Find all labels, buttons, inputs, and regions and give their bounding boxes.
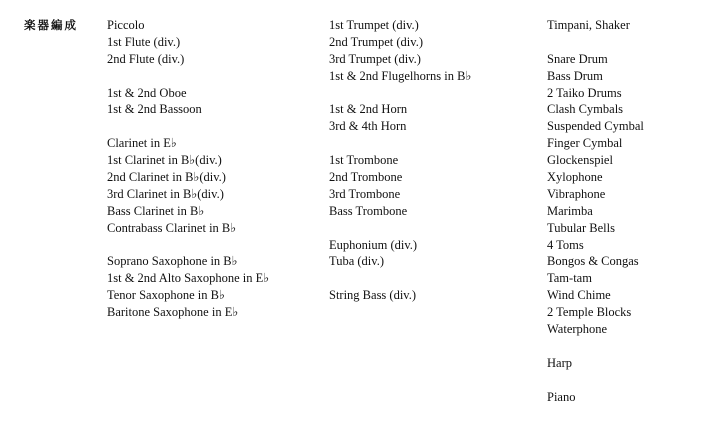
instrument-item: Tuba (div.) xyxy=(329,254,384,269)
instrument-item: Clarinet in E♭ xyxy=(107,136,177,151)
blank-line xyxy=(107,68,269,85)
instrument-item: 2 Taiko Drums xyxy=(547,85,622,100)
instrument-item: Suspended Cymbal xyxy=(547,119,644,134)
blank-line xyxy=(547,372,644,389)
instrument-item: 4 Toms xyxy=(547,237,584,252)
blank-line xyxy=(329,220,471,237)
instrument-column-brass xyxy=(329,17,471,304)
instrument-item: 1st & 2nd Flugelhorns in B♭ xyxy=(329,68,472,83)
instrument-item: Bass Drum xyxy=(547,68,603,83)
instrument-item: 1st Flute (div.) xyxy=(107,34,181,49)
instrument-item: Soprano Saxophone in B♭ xyxy=(107,254,238,269)
instrument-item: Finger Cymbal xyxy=(547,136,623,151)
instrument-item: Wind Chime xyxy=(547,288,611,303)
instrument-item: 3rd Trumpet (div.) xyxy=(329,51,421,66)
instrument-item: 1st Trumpet (div.) xyxy=(329,18,419,32)
instrument-item: 2nd Trombone xyxy=(329,170,403,185)
instrument-item: Bass Trombone xyxy=(329,203,408,218)
instrument-item: 1st & 2nd Oboe xyxy=(107,85,187,100)
blank-line xyxy=(107,118,269,135)
instrument-item: 1st Clarinet in B♭(div.) xyxy=(107,153,222,168)
instrument-item: Piano xyxy=(547,389,576,404)
instrument-item: 1st & 2nd Alto Saxophone in E♭ xyxy=(107,271,270,286)
instrument-item: 1st & 2nd Horn xyxy=(329,102,408,117)
blank-line xyxy=(547,34,644,51)
instrument-item: Marimba xyxy=(547,203,593,218)
blank-line xyxy=(107,237,269,254)
instrument-item: Glockenspiel xyxy=(547,153,613,168)
instrument-item: 3rd & 4th Horn xyxy=(329,119,407,134)
instrument-item: Snare Drum xyxy=(547,51,608,66)
instrument-item: Xylophone xyxy=(547,170,603,185)
instrument-column-woodwinds xyxy=(107,17,269,321)
blank-line xyxy=(329,270,471,287)
instrument-column-percussion xyxy=(547,17,644,405)
instrument-item: Tam-tam xyxy=(547,271,592,286)
instrument-item: 2nd Trumpet (div.) xyxy=(329,34,423,49)
instrument-item: Clash Cymbals xyxy=(547,102,624,117)
instrument-item: Bass Clarinet in B♭ xyxy=(107,203,205,218)
instrument-item: 1st & 2nd Bassoon xyxy=(107,102,202,117)
instrument-item: Vibraphone xyxy=(547,186,606,201)
blank-line xyxy=(329,135,471,152)
instrument-item: 2 Temple Blocks xyxy=(547,305,632,320)
instrument-item: Harp xyxy=(547,355,572,370)
instrument-item: Tubular Bells xyxy=(547,220,615,235)
instrument-item: 2nd Flute (div.) xyxy=(107,51,185,66)
instrument-item: Piccolo xyxy=(107,18,145,32)
instrument-item: Bongos & Congas xyxy=(547,254,639,269)
instrument-item: 3rd Trombone xyxy=(329,186,401,201)
instrument-item: Contrabass Clarinet in B♭ xyxy=(107,220,237,235)
instrument-item: Timpani, Shaker xyxy=(547,18,630,32)
instrumentation-heading: 楽器編成 xyxy=(24,18,78,32)
instrument-item: Euphonium (div.) xyxy=(329,237,418,252)
instrument-item: Baritone Saxophone in E♭ xyxy=(107,305,239,320)
instrument-item: Waterphone xyxy=(547,322,608,337)
instrument-item: 3rd Clarinet in B♭(div.) xyxy=(107,186,224,201)
instrument-item: 1st Trombone xyxy=(329,153,399,168)
instrument-item: 2nd Clarinet in B♭(div.) xyxy=(107,170,226,185)
instrument-item: Tenor Saxophone in B♭ xyxy=(107,288,225,303)
blank-line xyxy=(547,338,644,355)
instrument-item: String Bass (div.) xyxy=(329,288,417,303)
blank-line xyxy=(329,85,471,102)
